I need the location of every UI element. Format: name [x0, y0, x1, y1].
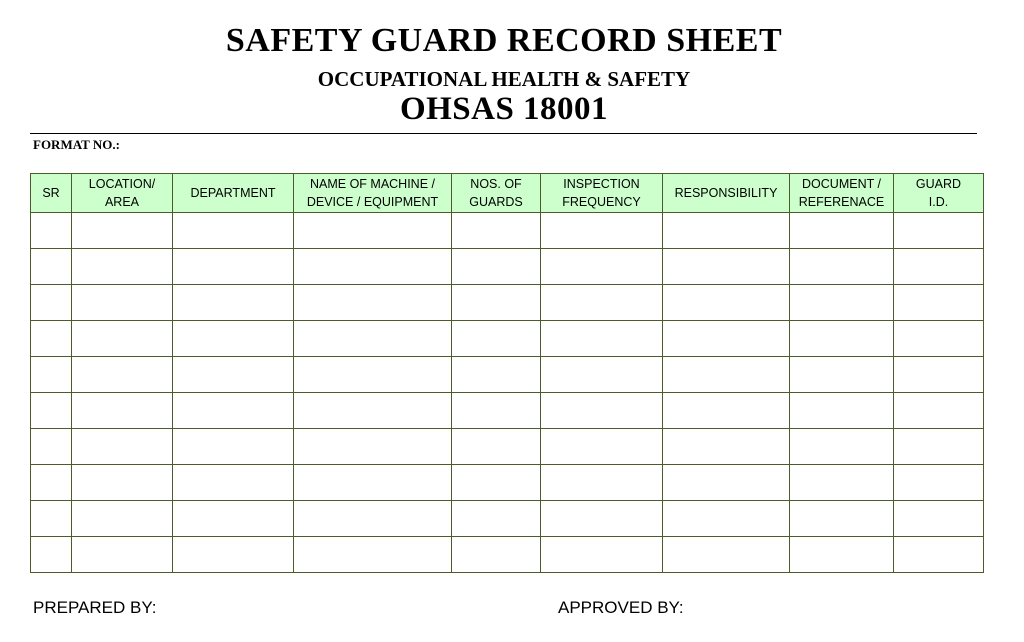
column-header-location-area: LOCATION/ AREA — [72, 174, 173, 213]
table-cell[interactable] — [452, 249, 541, 285]
table-cell[interactable] — [31, 357, 72, 393]
table-cell[interactable] — [663, 321, 790, 357]
table-cell[interactable] — [173, 537, 294, 573]
table-cell[interactable] — [452, 465, 541, 501]
table-cell[interactable] — [72, 249, 173, 285]
table-cell[interactable] — [790, 213, 894, 249]
table-cell[interactable] — [72, 393, 173, 429]
column-header-inspection-frequency: INSPECTION FREQUENCY — [541, 174, 663, 213]
table-cell[interactable] — [452, 213, 541, 249]
document-title: SAFETY GUARD RECORD SHEET — [225, 22, 783, 59]
table-cell[interactable] — [541, 537, 663, 573]
table-cell[interactable] — [663, 465, 790, 501]
column-header-nos-of-guards: NOS. OF GUARDS — [452, 174, 541, 213]
column-header-guard-id: GUARD I.D. — [894, 174, 984, 213]
table-cell[interactable] — [541, 357, 663, 393]
table-cell[interactable] — [790, 357, 894, 393]
table-cell[interactable] — [790, 501, 894, 537]
table-cell[interactable] — [294, 393, 452, 429]
table-cell[interactable] — [31, 213, 72, 249]
table-cell[interactable] — [541, 213, 663, 249]
prepared-by-label: PREPARED BY: — [33, 598, 157, 617]
table-cell[interactable] — [31, 249, 72, 285]
column-header-department: DEPARTMENT — [173, 174, 294, 213]
table-cell[interactable] — [173, 321, 294, 357]
table-cell[interactable] — [72, 285, 173, 321]
table-cell[interactable] — [72, 213, 173, 249]
column-header-document-reference: DOCUMENT / REFERENACE — [790, 174, 894, 213]
table-cell[interactable] — [894, 465, 984, 501]
table-cell[interactable] — [294, 321, 452, 357]
header-divider — [30, 133, 977, 134]
table-row — [31, 501, 984, 537]
table-cell[interactable] — [790, 465, 894, 501]
table-row — [31, 537, 984, 573]
table-header-row — [31, 174, 984, 213]
table-cell[interactable] — [541, 321, 663, 357]
table-cell[interactable] — [894, 537, 984, 573]
table-row — [31, 321, 984, 357]
table-cell[interactable] — [72, 357, 173, 393]
table-cell[interactable] — [294, 429, 452, 465]
table-cell[interactable] — [894, 321, 984, 357]
table-cell[interactable] — [294, 465, 452, 501]
table-cell[interactable] — [541, 465, 663, 501]
table-cell[interactable] — [173, 465, 294, 501]
table-row — [31, 213, 984, 249]
record-table — [30, 173, 984, 573]
table-row — [31, 249, 984, 285]
table-cell[interactable] — [790, 321, 894, 357]
table-cell[interactable] — [173, 429, 294, 465]
table-cell[interactable] — [72, 537, 173, 573]
table-cell[interactable] — [173, 249, 294, 285]
table-cell[interactable] — [663, 249, 790, 285]
table-cell[interactable] — [173, 357, 294, 393]
table-cell[interactable] — [31, 501, 72, 537]
table-row — [31, 285, 984, 321]
table-cell[interactable] — [72, 321, 173, 357]
document-subtitle: OCCUPATIONAL HEALTH & SAFETY — [317, 67, 691, 91]
column-header-machine-name: NAME OF MACHINE / DEVICE / EQUIPMENT — [294, 174, 452, 213]
table-cell[interactable] — [452, 285, 541, 321]
table-cell[interactable] — [790, 537, 894, 573]
table-cell[interactable] — [790, 393, 894, 429]
standard-label: OHSAS 18001 — [399, 91, 609, 127]
table-cell[interactable] — [541, 429, 663, 465]
table-cell[interactable] — [173, 501, 294, 537]
table-cell[interactable] — [31, 393, 72, 429]
table-cell[interactable] — [790, 249, 894, 285]
table-row — [31, 393, 984, 429]
table-cell[interactable] — [452, 501, 541, 537]
table-cell[interactable] — [72, 465, 173, 501]
table-cell[interactable] — [31, 429, 72, 465]
table-cell[interactable] — [173, 285, 294, 321]
table-cell[interactable] — [294, 357, 452, 393]
table-cell[interactable] — [541, 285, 663, 321]
table-cell[interactable] — [663, 501, 790, 537]
table-cell[interactable] — [452, 321, 541, 357]
table-cell[interactable] — [31, 285, 72, 321]
table-cell[interactable] — [894, 429, 984, 465]
approved-by-label: APPROVED BY: — [558, 598, 684, 617]
table-cell[interactable] — [452, 393, 541, 429]
table-cell[interactable] — [663, 357, 790, 393]
table-row — [31, 465, 984, 501]
table-cell[interactable] — [894, 213, 984, 249]
table-cell[interactable] — [173, 213, 294, 249]
table-row — [31, 429, 984, 465]
table-cell[interactable] — [294, 501, 452, 537]
table-cell[interactable] — [541, 249, 663, 285]
table-row — [31, 357, 984, 393]
table-cell[interactable] — [31, 465, 72, 501]
table-cell[interactable] — [541, 393, 663, 429]
table-cell[interactable] — [452, 537, 541, 573]
table-cell[interactable] — [294, 285, 452, 321]
table-cell[interactable] — [894, 393, 984, 429]
table-cell[interactable] — [790, 285, 894, 321]
table-cell[interactable] — [894, 501, 984, 537]
table-cell[interactable] — [894, 249, 984, 285]
table-cell[interactable] — [663, 285, 790, 321]
table-cell[interactable] — [894, 357, 984, 393]
table-cell[interactable] — [72, 429, 173, 465]
table-cell[interactable] — [663, 393, 790, 429]
format-no-label: FORMAT NO.: — [33, 137, 120, 152]
column-header-sr: SR — [31, 174, 72, 213]
table-cell[interactable] — [173, 393, 294, 429]
table-cell[interactable] — [294, 537, 452, 573]
table-cell[interactable] — [790, 429, 894, 465]
table-cell[interactable] — [894, 285, 984, 321]
table-cell[interactable] — [31, 321, 72, 357]
table-cell[interactable] — [541, 501, 663, 537]
table-cell[interactable] — [31, 537, 72, 573]
table-cell[interactable] — [663, 537, 790, 573]
table-cell[interactable] — [663, 213, 790, 249]
column-header-responsibility: RESPONSIBILITY — [663, 174, 790, 213]
table-cell[interactable] — [294, 213, 452, 249]
table-cell[interactable] — [663, 429, 790, 465]
table-cell[interactable] — [294, 249, 452, 285]
table-cell[interactable] — [452, 429, 541, 465]
record-table-body — [31, 213, 984, 573]
table-cell[interactable] — [72, 501, 173, 537]
table-cell[interactable] — [452, 357, 541, 393]
